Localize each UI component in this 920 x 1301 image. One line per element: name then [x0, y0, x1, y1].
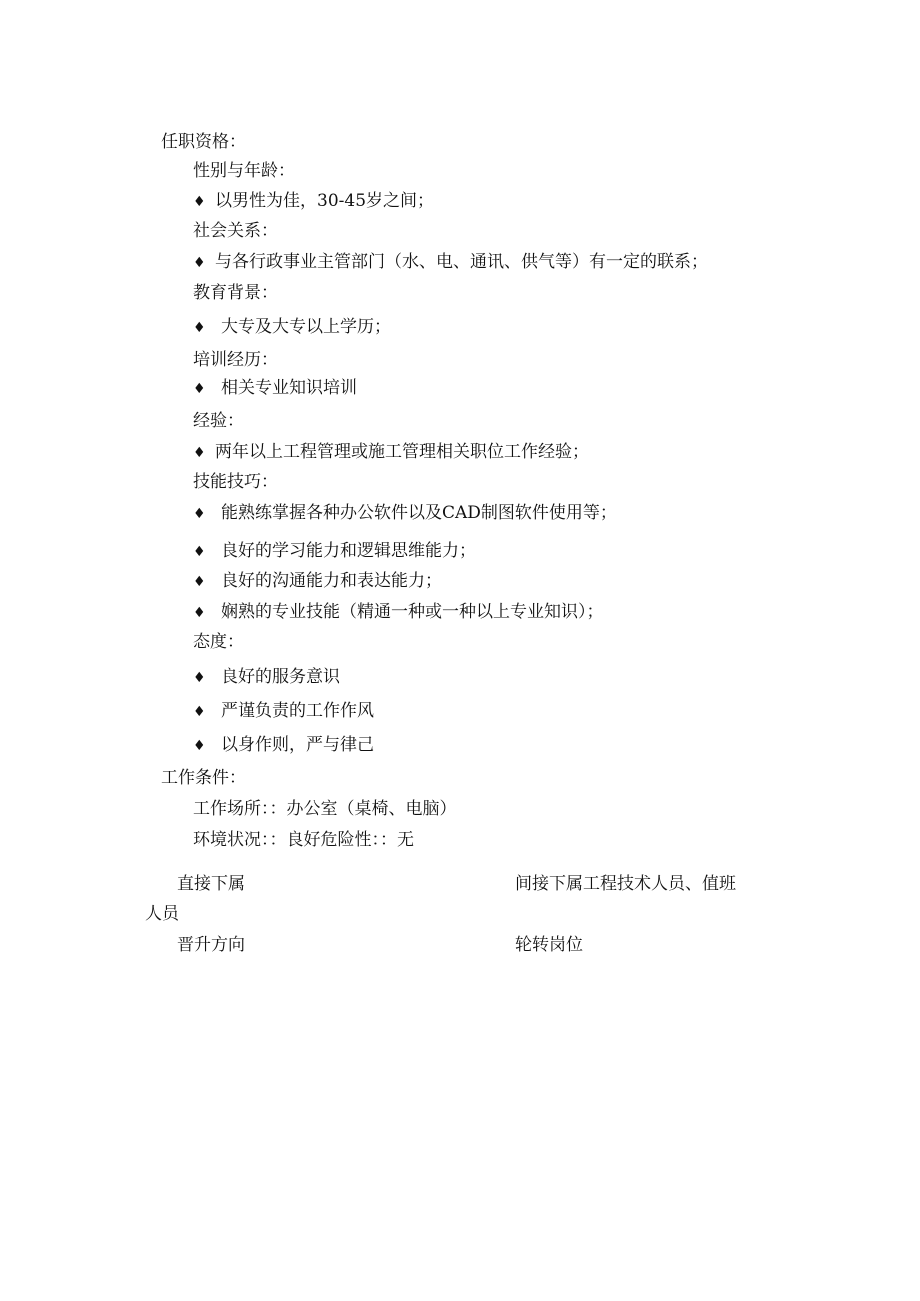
bullet-icon: ♦ — [193, 320, 206, 336]
qualifications-heading: 任职资格： — [161, 132, 246, 152]
list-item: ♦ 两年以上工程管理或施工管理相关职位工作经验； — [193, 442, 589, 462]
list-item: ♦ 以男性为佳，30-45岁之间； — [193, 191, 435, 211]
bullet-icon: ♦ — [193, 255, 206, 271]
list-item: ♦ 良好的学习能力和逻辑思维能力； — [193, 541, 476, 561]
list-item: ♦ 能熟练掌握各种办公软件以及CAD制图软件使用等； — [193, 503, 617, 523]
bullet-icon: ♦ — [193, 670, 206, 686]
bullet-icon: ♦ — [193, 738, 206, 754]
promotion-direction: 晋升方向 — [177, 935, 245, 955]
rotation-positions: 轮转岗位 — [515, 935, 583, 955]
skills-label: 技能技巧： — [193, 472, 278, 492]
bullet-icon: ♦ — [193, 445, 206, 461]
list-item: ♦ 良好的沟通能力和表达能力； — [193, 571, 442, 591]
training-label: 培训经历： — [193, 350, 278, 370]
work-environment: 环境状况：：良好危险性：：无 — [193, 830, 414, 850]
bullet-icon: ♦ — [193, 574, 206, 590]
social-relations-label: 社会关系： — [193, 221, 278, 241]
list-item: ♦ 大专及大专以上学历； — [193, 317, 391, 337]
attitude-label: 态度： — [193, 632, 244, 652]
education-label: 教育背景： — [193, 283, 278, 303]
experience-label: 经验： — [193, 411, 244, 431]
gender-age-label: 性别与年龄： — [193, 161, 295, 181]
direct-subordinates: 直接下属 — [177, 874, 245, 894]
list-item: ♦ 娴熟的专业技能（精通一种或一种以上专业知识）； — [193, 602, 604, 622]
bullet-icon: ♦ — [193, 704, 206, 720]
work-location: 工作场所：：办公室（桌椅、电脑） — [193, 799, 457, 819]
indirect-subordinates-wrap: 人员 — [145, 904, 179, 924]
list-item: ♦ 以身作则，严与律己 — [193, 735, 374, 755]
list-item: ♦ 相关专业知识培训 — [193, 378, 357, 398]
bullet-icon: ♦ — [193, 381, 206, 397]
bullet-icon: ♦ — [193, 605, 206, 621]
indirect-subordinates: 间接下属工程技术人员、值班 — [515, 874, 736, 894]
bullet-icon: ♦ — [193, 506, 206, 522]
bullet-icon: ♦ — [193, 544, 206, 560]
bullet-icon: ♦ — [193, 194, 206, 210]
list-item: ♦ 良好的服务意识 — [193, 667, 340, 687]
list-item: ♦ 与各行政事业主管部门（水、电、通讯、供气等）有一定的联系； — [193, 252, 708, 272]
list-item: ♦ 严谨负责的工作作风 — [193, 701, 374, 721]
work-conditions-heading: 工作条件： — [161, 768, 246, 788]
